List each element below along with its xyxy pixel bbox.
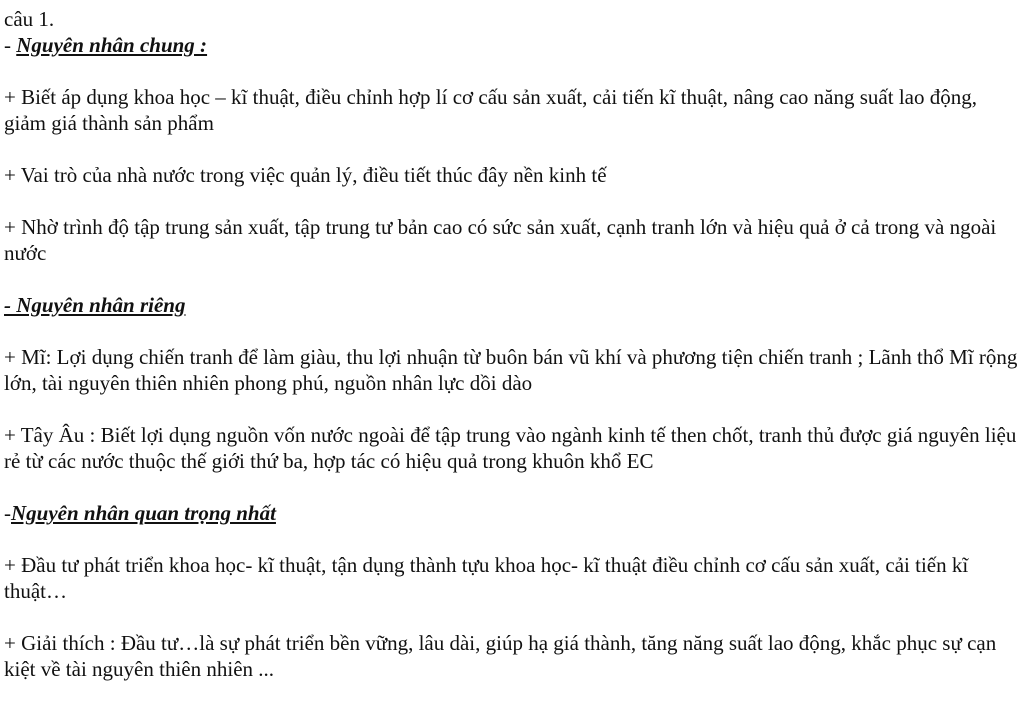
spacer <box>4 396 1020 422</box>
paragraph: + Mĩ: Lợi dụng chiến tranh để làm giàu, thu lợi nhuận từ buôn bán vũ khí và phương tiện chiến tranh ; Lãnh thổ Mĩ rộng lớn, tài nguyên thiên nhiên phong phú, nguồn nhân lực dồi dào <box>4 345 1018 395</box>
spacer <box>4 136 1020 162</box>
spacer <box>4 58 1020 84</box>
spacer <box>4 188 1020 214</box>
section-title: Nguyên nhân chung : <box>16 33 208 57</box>
spacer <box>4 604 1020 630</box>
section-prefix: - <box>4 501 11 525</box>
section-title: - Nguyên nhân riêng <box>4 293 186 317</box>
paragraph: + Đầu tư phát triển khoa học- kĩ thuật, tận dụng thành tựu khoa học- kĩ thuật điều chỉnh cơ cấu sản xuất, cải tiến kĩ thuật… <box>4 553 969 603</box>
spacer <box>4 526 1020 552</box>
spacer <box>4 266 1020 292</box>
section-title: Nguyên nhân quan trọng nhất <box>11 501 276 525</box>
section-heading-specific <box>4 292 1020 318</box>
paragraph: + Tây Âu : Biết lợi dụng nguồn vốn nước ngoài để tập trung vào ngành kinh tế then chốt, tranh thủ được giá nguyên liệu rẻ từ các nước thuộc thế giới thứ ba, hợp tác có hiệu quả trong khuôn khổ EC <box>4 423 1017 473</box>
document-body <box>4 6 1020 682</box>
section-heading-general <box>4 32 1020 58</box>
paragraph: + Giải thích : Đầu tư…là sự phát triển bền vững, lâu dài, giúp hạ giá thành, tăng năng suất lao động, khắc phục sự cạn kiệt về tài nguyên thiên nhiên ... <box>4 631 997 681</box>
section-heading-most-important <box>4 500 1020 526</box>
question-label: câu 1. <box>4 7 55 31</box>
paragraph: + Nhờ trình độ tập trung sản xuất, tập trung tư bản cao có sức sản xuất, cạnh tranh lớn và hiệu quả ở cả trong và ngoài nước <box>4 215 997 265</box>
paragraph: + Biết áp dụng khoa học – kĩ thuật, điều chỉnh hợp lí cơ cấu sản xuất, cải tiến kĩ thuật, nâng cao năng suất lao động, giảm giá thành sản phẩm <box>4 85 977 135</box>
spacer <box>4 474 1020 500</box>
paragraph: + Vai trò của nhà nước trong việc quản lý, điều tiết thúc đây nền kinh tế <box>4 163 607 187</box>
spacer <box>4 318 1020 344</box>
section-prefix: - <box>4 33 17 57</box>
